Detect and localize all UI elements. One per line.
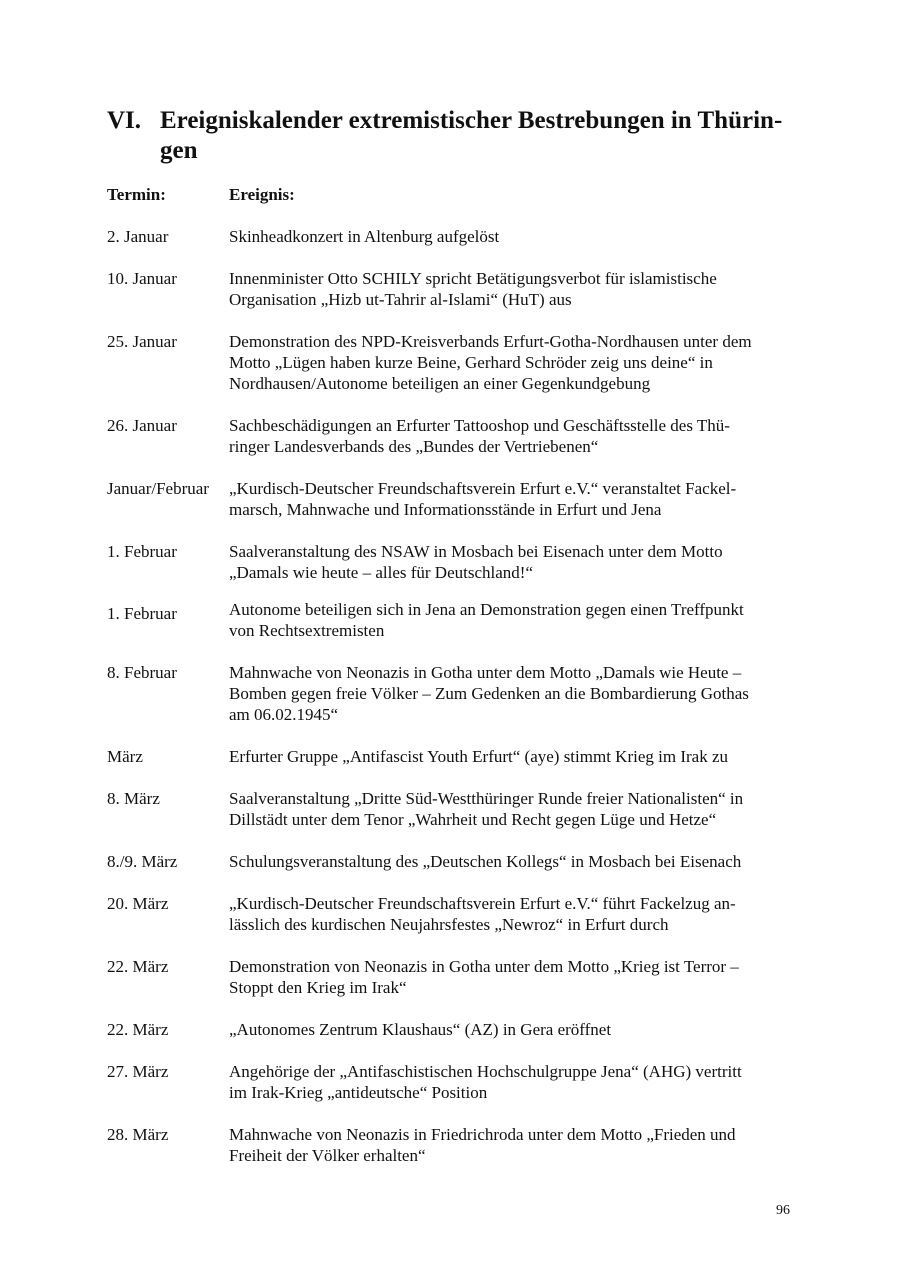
- entry-event: [229, 1061, 797, 1103]
- event-line: Demonstration von Neonazis in Gotha unter dem Motto „Krieg ist Terror –: [229, 957, 739, 976]
- entry-event: [229, 893, 797, 935]
- event-line: „Damals wie heute – alles für Deutschland!“: [229, 563, 533, 582]
- event-line: am 06.02.1945“: [229, 705, 339, 724]
- event-line: Angehörige der „Antifaschistischen Hochschulgruppe Jena“ (AHG) vertritt: [229, 1062, 742, 1081]
- event-line: Autonome beteiligen sich in Jena an Demonstration gegen einen Treffpunkt: [229, 600, 744, 619]
- entry-date: 1. Februar: [107, 604, 177, 623]
- entry-event: [229, 541, 797, 583]
- chapter-title-line: gen: [160, 137, 198, 164]
- event-line: Freiheit der Völker erhalten“: [229, 1146, 426, 1165]
- event-line: Schulungsveranstaltung des „Deutschen Kollegs“ in Mosbach bei Eisenach: [229, 852, 742, 871]
- event-line: ringer Landesverbands des „Bundes der Vertriebenen“: [229, 437, 599, 456]
- calendar-entry: [107, 662, 797, 725]
- calendar-entry: [107, 851, 797, 872]
- chapter-title-line: Ereigniskalender extremistischer Bestrebungen in Thürin-: [160, 107, 783, 134]
- entry-event: [229, 662, 797, 725]
- event-line: „Kurdisch-Deutscher Freundschaftsverein Erfurt e.V.“ veranstaltet Fackel-: [229, 479, 737, 498]
- entry-date: 25. Januar: [107, 332, 177, 351]
- event-line: „Kurdisch-Deutscher Freundschaftsverein Erfurt e.V.“ führt Fackelzug an-: [229, 894, 736, 913]
- event-line: „Autonomes Zentrum Klaushaus“ (AZ) in Gera eröffnet: [229, 1020, 612, 1039]
- entry-event: [229, 851, 797, 872]
- calendar-entry: [107, 956, 797, 998]
- page-number: 96: [776, 1203, 790, 1218]
- calendar-entry: [107, 268, 797, 310]
- calendar-entry: [107, 893, 797, 935]
- event-line: Stoppt den Krieg im Irak“: [229, 978, 407, 997]
- event-line: Mahnwache von Neonazis in Friedrichroda unter dem Motto „Frieden und: [229, 1125, 736, 1144]
- entry-date: 8. Februar: [107, 663, 177, 682]
- calendar-entry: [107, 331, 797, 394]
- entry-event: [229, 1019, 797, 1040]
- event-line: Dillstädt unter dem Tenor „Wahrheit und Recht gegen Lüge und Hetze“: [229, 810, 717, 829]
- calendar-entry: [107, 1124, 797, 1166]
- entry-date: März: [107, 747, 143, 766]
- entry-date: 8./9. März: [107, 852, 178, 871]
- entry-date: 1. Februar: [107, 542, 177, 561]
- event-line: Saalveranstaltung des NSAW in Mosbach bei Eisenach unter dem Motto: [229, 542, 723, 561]
- event-line: im Irak-Krieg „antideutsche“ Position: [229, 1083, 488, 1102]
- calendar-entry: [107, 415, 797, 457]
- entry-date: 20. März: [107, 894, 169, 913]
- event-line: Saalveranstaltung „Dritte Süd-Westthüringer Runde freier Nationalisten“ in: [229, 789, 744, 808]
- entry-date: 28. März: [107, 1125, 169, 1144]
- event-line: Skinheadkonzert in Altenburg aufgelöst: [229, 227, 500, 246]
- event-line: von Rechtsextremisten: [229, 621, 385, 640]
- event-calendar-list: [107, 226, 797, 1166]
- event-line: Motto „Lügen haben kurze Beine, Gerhard Schröder zeig uns deine“ in: [229, 353, 713, 372]
- entry-event: [229, 478, 797, 520]
- entry-event: [229, 268, 797, 310]
- event-line: Demonstration des NPD-Kreisverbands Erfurt-Gotha-Nordhausen unter dem: [229, 332, 752, 351]
- calendar-entry: [107, 1061, 797, 1103]
- entry-event: [229, 788, 797, 830]
- entry-event: [229, 226, 797, 247]
- event-column-header: Ereignis:: [229, 185, 295, 204]
- entry-event: [229, 599, 797, 641]
- entry-event: [229, 746, 797, 767]
- entry-date: 26. Januar: [107, 416, 177, 435]
- entry-date: 2. Januar: [107, 227, 169, 246]
- entry-event: [229, 956, 797, 998]
- event-line: Innenminister Otto SCHILY spricht Betätigungsverbot für islamistische: [229, 269, 717, 288]
- calendar-entry: [107, 599, 797, 641]
- calendar-entry: [107, 226, 797, 247]
- event-line: Nordhausen/Autonome beteiligen an einer Gegenkundgebung: [229, 374, 651, 393]
- chapter-title: [160, 106, 795, 166]
- entry-date: 22. März: [107, 957, 169, 976]
- event-line: marsch, Mahnwache und Informationsstände in Erfurt und Jena: [229, 500, 662, 519]
- entry-date: 8. März: [107, 789, 160, 808]
- event-line: Bomben gegen freie Völker – Zum Gedenken an die Bombardierung Gothas: [229, 684, 749, 703]
- calendar-entry: [107, 1019, 797, 1040]
- calendar-entry: [107, 746, 797, 767]
- entry-event: [229, 1124, 797, 1166]
- calendar-entry: [107, 478, 797, 520]
- chapter-number: VI.: [107, 107, 142, 134]
- entry-date: 22. März: [107, 1020, 169, 1039]
- calendar-entry: [107, 788, 797, 830]
- chapter-heading: [107, 106, 795, 166]
- event-line: lässlich des kurdischen Neujahrsfestes „Newroz“ in Erfurt durch: [229, 915, 669, 934]
- event-line: Erfurter Gruppe „Antifascist Youth Erfurt“ (aye) stimmt Krieg im Irak zu: [229, 747, 728, 766]
- calendar-entry: [107, 541, 797, 583]
- event-line: Organisation „Hizb ut-Tahrir al-Islami“ (HuT) aus: [229, 290, 572, 309]
- entry-date: 27. März: [107, 1062, 169, 1081]
- entry-event: [229, 331, 797, 394]
- entry-date: Januar/Februar: [107, 479, 209, 498]
- date-column-header: Termin:: [107, 185, 166, 204]
- event-line: Sachbeschädigungen an Erfurter Tattooshop und Geschäftsstelle des Thü-: [229, 416, 730, 435]
- event-line: Mahnwache von Neonazis in Gotha unter dem Motto „Damals wie Heute –: [229, 663, 742, 682]
- entry-date: 10. Januar: [107, 269, 177, 288]
- entry-event: [229, 415, 797, 457]
